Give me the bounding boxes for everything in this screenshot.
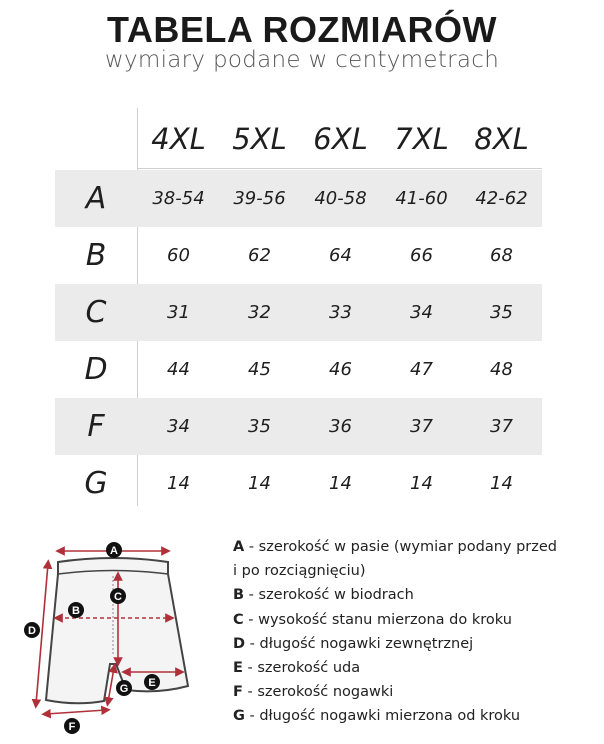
measurement-legend (233, 535, 603, 729)
table-cell: 40-58 (314, 188, 367, 209)
table-cell: 34 (410, 302, 433, 323)
table-row-b (55, 227, 542, 284)
table-row-f (55, 398, 542, 455)
table-cell: 39-56 (233, 188, 286, 209)
size-header-8xl: 8XL (474, 122, 529, 156)
legend-item-a: A - szerokość w pasie (wymiar podany przed (233, 539, 557, 555)
marker-d (24, 622, 40, 638)
table-row-c (55, 284, 542, 341)
table-cell: 14 (248, 473, 271, 494)
table-cell: 66 (410, 245, 433, 266)
table-cell: 35 (248, 416, 271, 437)
row-label: D (84, 352, 108, 387)
table-cell: 14 (410, 473, 433, 494)
svg-text:G: G (119, 683, 129, 695)
table-cell: 60 (167, 245, 190, 266)
table-row-g (55, 455, 542, 512)
size-table (55, 108, 542, 506)
row-label: C (85, 295, 107, 330)
legend-item-c: C - wysokość stanu mierzona do kroku (233, 611, 512, 628)
header-divider (137, 168, 542, 169)
legend-item-a-continued: i po rozciągnięciu) (233, 563, 366, 580)
size-header-4xl: 4XL (151, 122, 206, 156)
table-row-a (55, 170, 542, 227)
table-cell: 41-60 (395, 188, 448, 209)
marker-f (64, 718, 80, 734)
table-cell: 38-54 (152, 188, 205, 209)
shorts-outline (46, 558, 188, 703)
row-label: G (84, 466, 108, 501)
svg-text:D: D (28, 625, 36, 637)
shorts-measurement-diagram (18, 536, 228, 741)
marker-g (116, 680, 132, 696)
table-cell: 64 (329, 245, 352, 266)
table-cell: 62 (248, 245, 271, 266)
svg-text:B: B (72, 605, 80, 617)
table-cell: 31 (167, 302, 190, 323)
size-header-6xl: 6XL (313, 122, 368, 156)
size-header-7xl: 7XL (394, 122, 449, 156)
table-cell: 34 (167, 416, 190, 437)
page-subtitle: wymiary podane w centymetrach (104, 47, 500, 73)
table-cell: 37 (490, 416, 513, 437)
row-label: F (87, 409, 105, 444)
table-cell: 46 (329, 359, 352, 380)
row-label: B (85, 238, 107, 273)
legend-item-f: F - szerokość nogawki (233, 684, 394, 701)
marker-a (106, 542, 122, 558)
svg-text:A: A (110, 545, 118, 557)
measure-line-f (46, 710, 106, 714)
table-cell: 47 (410, 359, 433, 380)
marker-b (68, 602, 84, 618)
row-label: A (85, 181, 107, 216)
legend-item-b: B - szerokość w biodrach (233, 587, 414, 604)
legend-item-d: D - długość nogawki zewnętrznej (233, 635, 474, 652)
svg-text:C: C (114, 591, 122, 603)
svg-text:F: F (68, 721, 76, 733)
table-cell: 44 (167, 359, 190, 380)
legend-item-g: G - długość nogawki mierzona od kroku (233, 708, 521, 725)
table-cell: 14 (329, 473, 352, 494)
table-cell: 68 (490, 245, 513, 266)
marker-c (110, 588, 126, 604)
table-cell: 48 (490, 359, 513, 380)
table-cell: 33 (329, 302, 352, 323)
table-cell: 36 (329, 416, 352, 437)
svg-text:E: E (148, 677, 156, 689)
table-row-d (55, 341, 542, 398)
table-cell: 45 (248, 359, 271, 380)
table-cell: 35 (490, 302, 513, 323)
table-cell: 42-62 (475, 188, 528, 209)
table-cell: 32 (248, 302, 271, 323)
marker-e (144, 674, 160, 690)
table-cell: 14 (167, 473, 190, 494)
page-title: TABELA ROZMIARÓW (107, 9, 497, 50)
table-cell: 14 (490, 473, 513, 494)
table-cell: 37 (410, 416, 433, 437)
legend-item-e: E - szerokość uda (233, 660, 361, 677)
size-header-5xl: 5XL (232, 122, 287, 156)
